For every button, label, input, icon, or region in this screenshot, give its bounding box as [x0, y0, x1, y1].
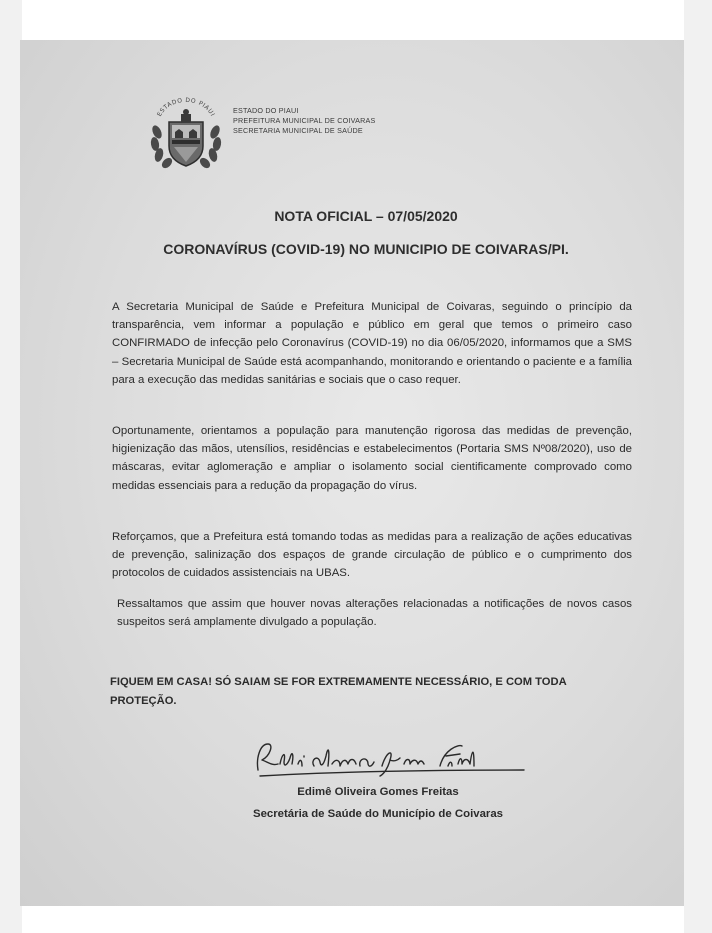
seal-text: ESTADO DO PIAUI	[155, 96, 217, 118]
letterhead	[145, 94, 465, 174]
handwritten-signature-icon	[248, 736, 528, 780]
state-seal-icon	[145, 94, 227, 170]
letterhead-text	[233, 106, 463, 136]
paragraph-3: Reforçamos, que a Prefeitura está tomando todas as medidas para a realização de ações educativas de prevenção, salinização dos espaços de grande circulação de público e o cumprimento dos protocolos de cuidados assistenciais na UBAS.	[112, 531, 632, 580]
signer-role: Secretária de Saúde do Município de Coivaras	[252, 808, 504, 820]
paragraph-4: Ressaltamos que assim que houver novas alterações relacionadas a notificações de novos casos suspeitos será amplamente divulgado a população.	[117, 598, 632, 629]
letterhead-line-prefeitura: PREFEITURA MUNICIPAL DE COIVARAS	[233, 116, 376, 125]
paragraph-1: A Secretaria Municipal de Saúde e Prefeitura Municipal de Coivaras, seguindo o princípio da transparência, vem informar a população e público em geral que temos o primeiro caso CONFIRMADO de infecção pelo Coronavírus (COVID-19) no dia 06/05/2020, informamos que a SMS – Secretaria Municipal de Saúde está acompanhando, monitorando e orientando o paciente e a família para a execução das medidas sanitárias e sociais que o caso requer.	[112, 301, 632, 386]
bottom-margin	[22, 906, 684, 933]
paragraph-2: Oportunamente, orientamos a população para manutenção rigorosa das medidas de prevenção, higienização das mãos, utensílios, residências e estabelecimentos (Portaria SMS Nº08/2020), uso de máscaras, evitar aglomeração e ampliar o isolamento social cientificamente comprovado como medidas essenciais para a redução da propagação do vírus.	[112, 425, 632, 492]
letterhead-line-state: ESTADO DO PIAUI	[233, 106, 299, 115]
document-title: NOTA OFICIAL – 07/05/2020	[274, 208, 458, 224]
document-page	[20, 40, 684, 906]
closing-statement: FIQUEM EM CASA! SÓ SAIAM SE FOR EXTREMAMENTE NECESSÁRIO, E COM TODA PROTEÇÃO.	[110, 676, 567, 707]
signer-name: Edimê Oliveira Gomes Freitas	[297, 786, 459, 798]
document-subtitle: CORONAVÍRUS (COVID-19) NO MUNICIPIO DE COIVARAS/PI.	[163, 241, 569, 257]
top-margin	[22, 0, 684, 40]
letterhead-line-secretaria: SECRETARIA MUNICIPAL DE SAÚDE	[233, 126, 363, 135]
